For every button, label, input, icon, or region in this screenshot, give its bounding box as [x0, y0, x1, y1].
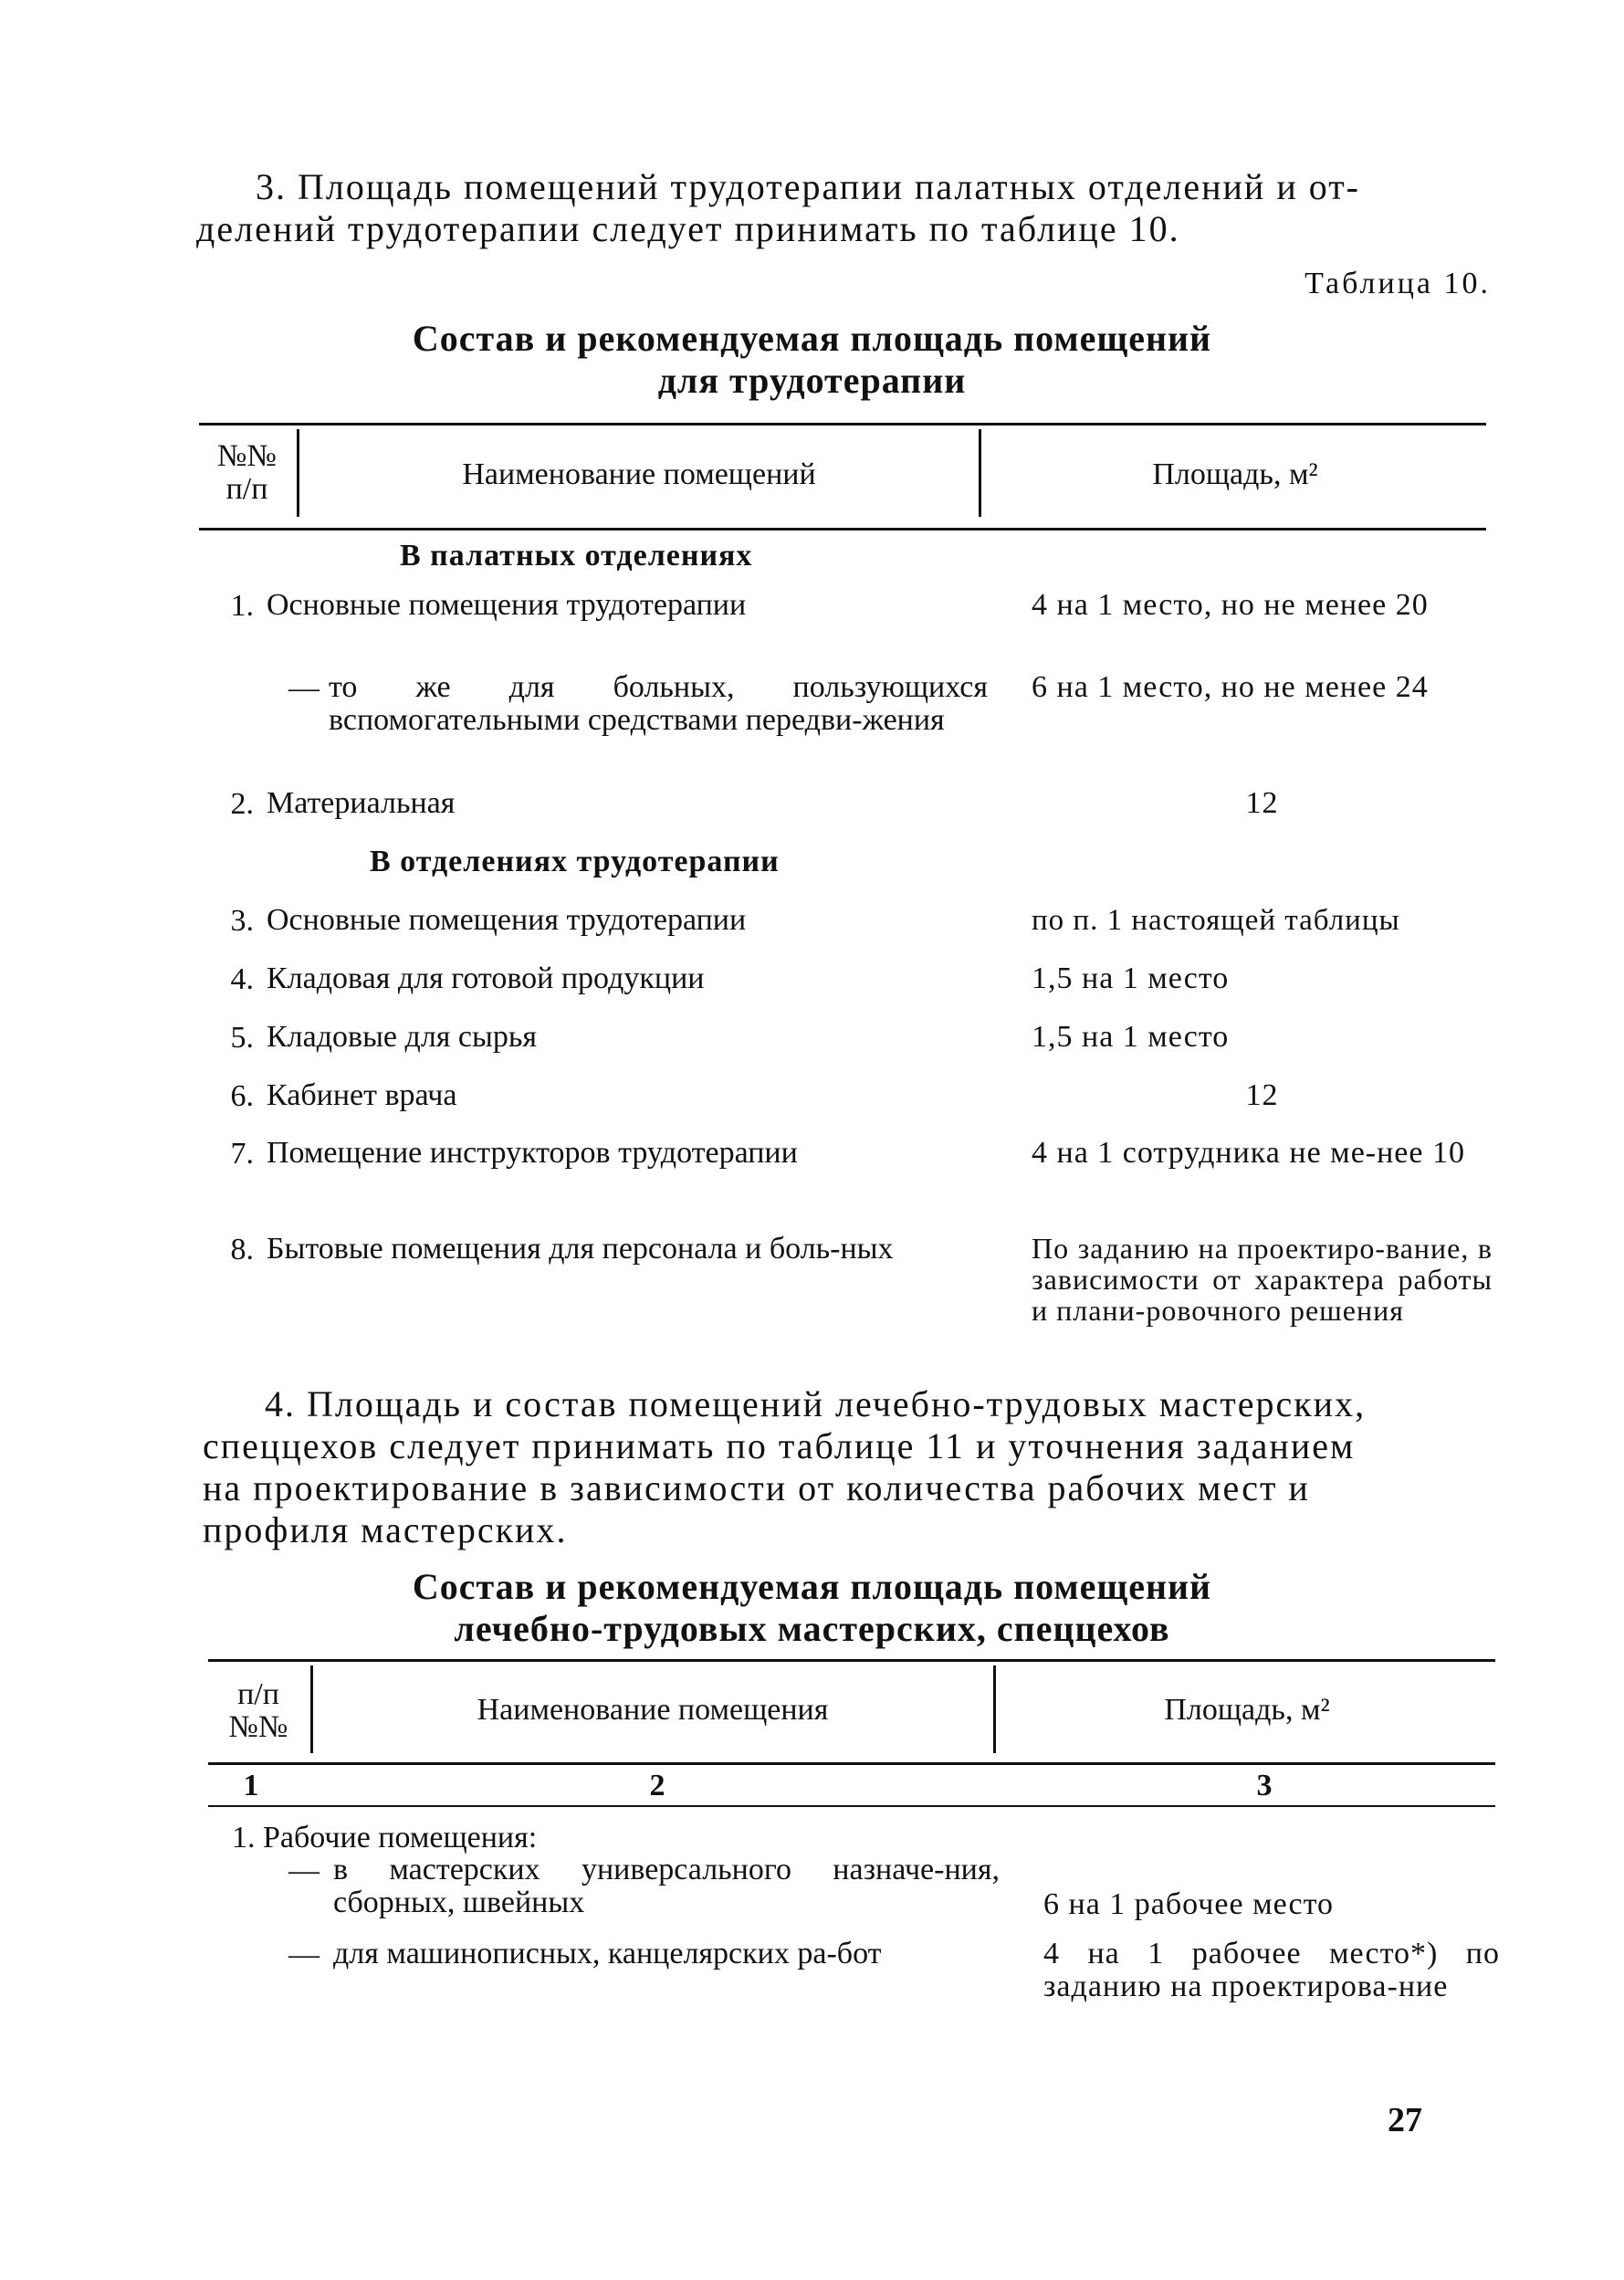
- table-10-section-workshop: В отделениях трудотерапии: [370, 845, 780, 878]
- table-10-top-rule: [199, 423, 1486, 426]
- table-11-caption: Состав и рекомендуемая площадь помещений лечебно-трудовых мастерских, спеццехов: [412, 1566, 1212, 1649]
- paragraph-line: 4. Площадь и состав помещений лечебно-трудовых мастерских,: [265, 1383, 1367, 1424]
- paragraph-line: на проектирование в зависимости от количества рабочих мест и: [203, 1467, 1310, 1508]
- paragraph-3: [196, 166, 1493, 250]
- paragraph-line: спеццехов следует принимать по таблице 11 и уточнения заданием: [203, 1425, 1356, 1466]
- row-area: 6 на 1 место, но не менее 24: [1032, 670, 1429, 704]
- row-area: 1,5 на 1 место: [1032, 961, 1230, 995]
- row-name: Помещение инструкторов трудотерапии: [267, 1136, 798, 1170]
- row-name: Кабинет врача: [267, 1078, 457, 1112]
- row-number: 5.: [230, 1021, 254, 1055]
- row-number: —: [288, 1854, 320, 1887]
- row-name: Материальная: [267, 786, 456, 820]
- table-11-header-area: Площадь, м²: [1164, 1693, 1330, 1727]
- row-area: 12: [1245, 1078, 1279, 1112]
- table-10-label: Таблица 10.: [1304, 267, 1491, 300]
- table-11-colnum-rule: [208, 1805, 1495, 1807]
- row-number: 4.: [230, 962, 254, 996]
- row-name: Бытовые помещения для персонала и боль-ных: [267, 1232, 894, 1266]
- row-number: 8.: [230, 1233, 254, 1266]
- table-11-top-rule: [208, 1659, 1495, 1662]
- page-number: 27: [1388, 2101, 1422, 2139]
- row-number: —: [288, 1938, 320, 1971]
- table-10-section-ward: В палатных отделениях: [400, 539, 753, 573]
- row-name: для машинописных, канцелярских ра-бот: [333, 1937, 882, 1970]
- row-area: По заданию на проектиро-вание, в зависимости от характера работы и плани-ровочного решения: [1032, 1232, 1493, 1327]
- row-area: 4 на 1 сотрудника не ме-нее 10: [1032, 1136, 1465, 1170]
- row-name: Кладовая для готовой продукции: [267, 961, 705, 995]
- column-number: 1: [243, 1769, 259, 1802]
- table-11-header-num: п/п №№: [228, 1677, 288, 1744]
- table-10-header-rule: [199, 528, 1486, 531]
- row-name: Основные помещения трудотерапии: [267, 903, 747, 937]
- table-11-col-divider: [310, 1665, 313, 1753]
- table-10-header-name: Наименование помещений: [462, 457, 816, 491]
- table-10-header-area: Площадь, м²: [1152, 457, 1318, 491]
- row-name: в мастерских универсального назначе-ния, сборных, швейных: [333, 1853, 1000, 1919]
- paragraph-line: 3. Площадь помещений трудотерапии палатных отделений и от-: [256, 166, 1361, 207]
- row-name: Кладовые для сырья: [267, 1020, 538, 1054]
- table-11-header-name: Наименование помещения: [477, 1693, 829, 1727]
- table-10-col-divider: [297, 429, 299, 517]
- row-area: 12: [1245, 786, 1279, 820]
- group-title: 1. Рабочие помещения:: [232, 1821, 538, 1854]
- row-number: 6.: [230, 1079, 254, 1113]
- row-number: 3.: [230, 904, 254, 938]
- row-number: 1.: [230, 589, 254, 623]
- row-area: 1,5 на 1 место: [1032, 1020, 1230, 1054]
- paragraph-4: [203, 1383, 1499, 1551]
- paragraph-line: делений трудотерапии следует принимать по таблице 10.: [196, 208, 1180, 249]
- table-10-header-num: №№ п/п: [217, 439, 277, 506]
- column-number: 3: [1256, 1769, 1273, 1802]
- paragraph-line: профиля мастерских.: [203, 1509, 568, 1550]
- row-area: 4 на 1 место, но не менее 20: [1032, 588, 1429, 622]
- row-number: —: [288, 671, 320, 705]
- row-area: 4 на 1 рабочее место*) по заданию на проектирова-ние: [1043, 1937, 1500, 2003]
- table-10-caption: Состав и рекомендуемая площадь помещений для трудотерапии: [412, 318, 1212, 401]
- row-name: то же для больных, пользующихся вспомогательными средствами передви-жения: [329, 670, 988, 737]
- table-10-col-divider: [979, 429, 981, 517]
- row-area: 6 на 1 рабочее место: [1043, 1887, 1335, 1921]
- table-11-col-divider: [993, 1665, 996, 1753]
- table-11-header-rule: [208, 1762, 1495, 1765]
- column-number: 2: [649, 1769, 665, 1802]
- row-name: Основные помещения трудотерапии: [267, 588, 747, 622]
- row-number: 7.: [230, 1137, 254, 1171]
- row-area: по п. 1 настоящей таблицы: [1032, 904, 1400, 937]
- row-number: 2.: [230, 787, 254, 821]
